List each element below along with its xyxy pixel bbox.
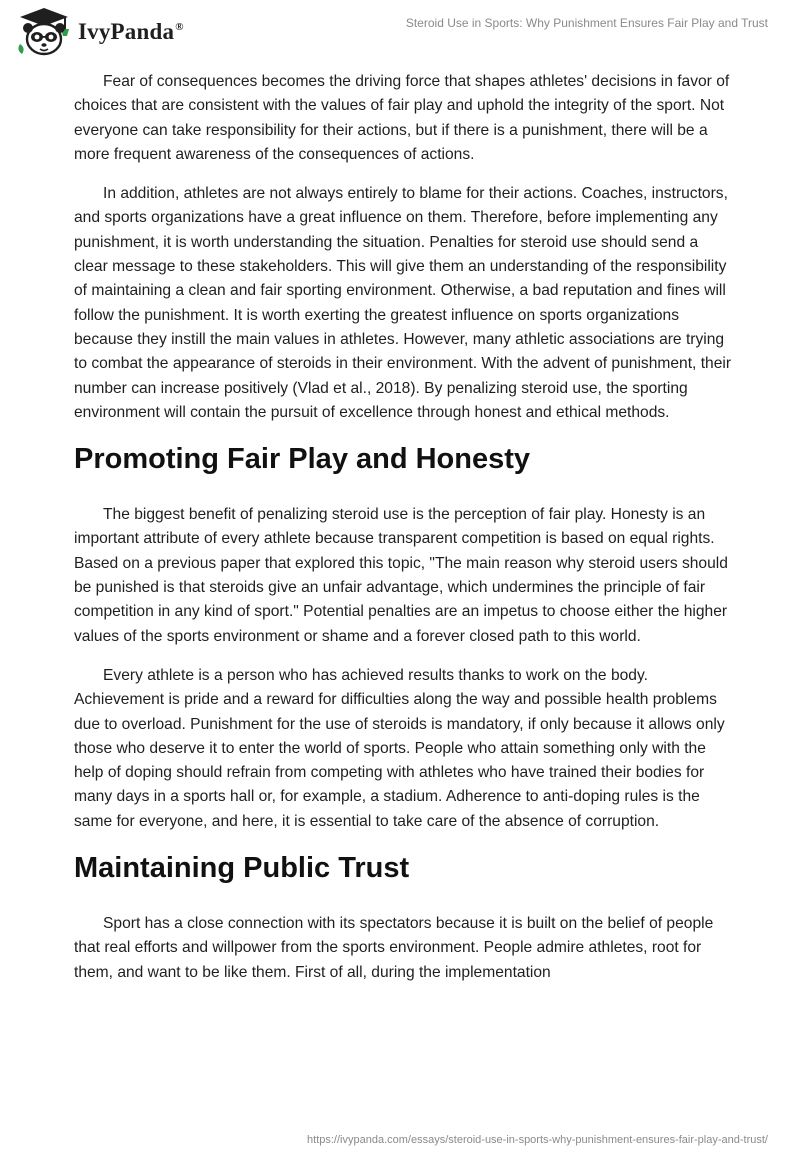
paragraph-fear-of-consequences: Fear of consequences becomes the driving force that shapes athletes' decisions in favor of choices that are consistent with the values of fair play and uphold the integrity of the sport. Not everyone can take responsibility for their actions, but if there is a punishment, there will be a more frequent awareness of the consequences of actions. [74, 73, 730, 163]
essay-body [74, 70, 734, 1000]
paragraph-athlete-achievement: Every athlete is a person who has achieved results thanks to work on the body. Achievement is pride and a reward for difficulties along the way and possible health problems due to overload. Punishment for the use of steroids is mandatory, if only because it allows only those who deserve it to enter the world of sports. People who attain something only with the help of doping should refrain from competing with athletes who have trained their bodies for many days in a sports hall or, for example, a stadium. Adherence to anti-doping rules is the same for everyone, and here, it is essential to take care of the absence of corruption. [74, 666, 725, 830]
heading-fair-play: Promoting Fair Play and Honesty [74, 443, 531, 476]
registered-mark: ® [175, 21, 184, 34]
logo[interactable] [14, 6, 184, 58]
paragraph-spectators: Sport has a close connection with its spectators because it is built on the belief of people that real efforts and willpower from the sports environment. People admire athletes, root for them, and want to be like them. First of all, during the implementation [74, 915, 714, 981]
page-header [0, 0, 800, 70]
source-url[interactable]: https://ivypanda.com/essays/steroid-use-in-sports-why-punishment-ensures-fair-play-and-trust/ [307, 1134, 768, 1146]
panda-mascot-icon [14, 6, 74, 58]
paragraph-fair-play-benefit: The biggest benefit of penalizing steroid use is the perception of fair play. Honesty is an important attribute of every athlete because transparent competition is based on equal rights. Based on a previous paper that explored this topic, "The main reason why steroid users should be punished is that steroids give an unfair advantage, which undermines the principle of fair competition in any kind of sport." Potential penalties are an impetus to choose either the higher values of the sports environment or shame and a forever closed path to this world. [74, 506, 728, 645]
paragraph-stakeholders: In addition, athletes are not always entirely to blame for their actions. Coaches, instructors, and sports organizations have a great influence on them. Therefore, before implementing any punishment, it is worth understanding the situation. Penalties for steroid use should send a clear message to these stakeholders. This will give them an understanding of the responsibility of maintaining a clean and fair sporting environment. Otherwise, a bad reputation and fines will follow the punishment. It is worth exerting the greatest influence on sports organizations because they instill the main values in athletes. However, many athletic associations are trying to combat the appearance of steroids in their environment. With the advent of punishment, their number can increase positively (Vlad et al., 2018). By penalizing steroid use, the sporting environment will contain the pursuit of excellence through honest and ethical methods. [74, 185, 732, 421]
document-title: Steroid Use in Sports: Why Punishment Ensures Fair Play and Trust [405, 16, 768, 30]
logo-wordmark: IvyPanda® [78, 19, 184, 44]
heading-public-trust: Maintaining Public Trust [74, 852, 410, 885]
